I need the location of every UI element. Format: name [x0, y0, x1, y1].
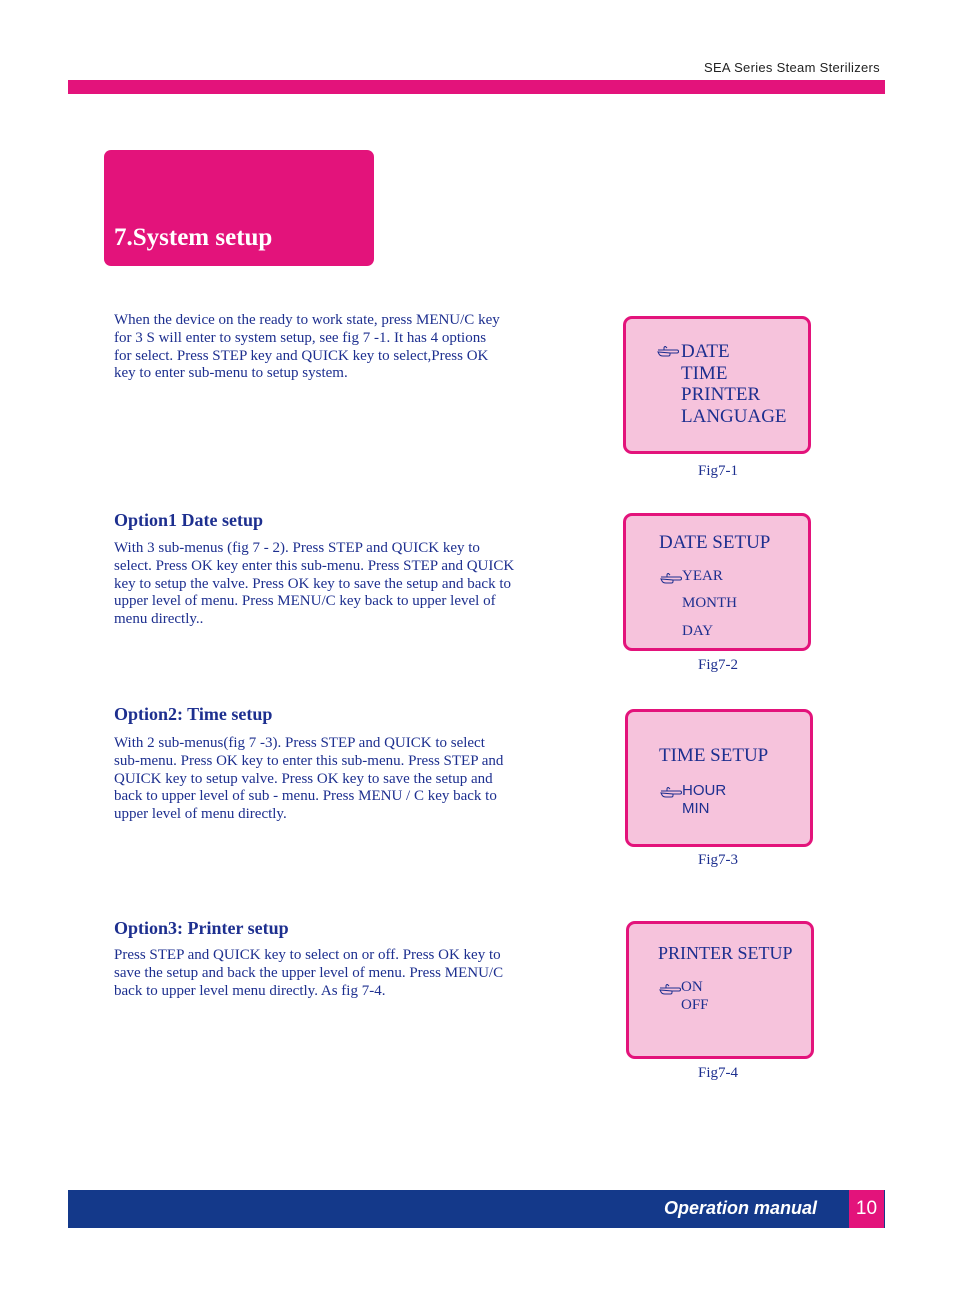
- submenu-item-month: MONTH: [682, 595, 737, 611]
- menu-item-printer: PRINTER: [681, 384, 761, 405]
- text-line: Press STEP and QUICK key to select on or off. Press OK key to: [114, 947, 501, 963]
- text-line: back to upper level of sub - menu. Press MENU / C key back to: [114, 788, 497, 805]
- footer-bar: [68, 1190, 885, 1228]
- menu-item-date: DATE: [681, 341, 730, 362]
- submenu-item-day: DAY: [682, 623, 714, 639]
- pointing-hand-icon: [660, 572, 682, 586]
- menu-item-language: LANGUAGE: [681, 406, 787, 427]
- header-bar: [68, 80, 885, 94]
- submenu-item-hour: HOUR: [682, 782, 727, 799]
- text-line: for select. Press STEP key and QUICK key to select,Press OK: [114, 347, 489, 364]
- page-number: 10: [849, 1190, 884, 1228]
- option1-paragraph: [114, 540, 546, 629]
- text-line: upper level of menu directly.: [114, 806, 287, 823]
- text-line: select. Press OK key enter this sub-menu. Press STEP and QUICK: [114, 557, 515, 574]
- text-line: sub-menu. Press OK key to enter this sub-menu. Press STEP and: [114, 752, 504, 769]
- text-line: save the setup and back the upper level of menu. Press MENU/C: [114, 964, 504, 981]
- text-line: With 2 sub-menus(fig 7 -3). Press STEP and QUICK to select: [114, 735, 485, 751]
- pointing-hand-icon: [660, 786, 682, 800]
- footer-label: Operation manual: [663, 1198, 817, 1218]
- fig1-caption: Fig7-1: [697, 463, 738, 479]
- intro-paragraph: [114, 312, 546, 383]
- menu-item-time: TIME: [681, 363, 728, 384]
- text-line: key to enter sub-menu to setup system.: [114, 365, 348, 382]
- fig2-caption: Fig7-2: [697, 657, 738, 673]
- submenu-item-off: OFF: [681, 997, 709, 1013]
- pointing-hand-icon: [657, 345, 679, 359]
- text-line: QUICK key to setup valve. Press OK key to save the setup and: [114, 770, 493, 787]
- document-title: SEA Series Steam Sterilizers: [703, 60, 880, 75]
- fig3-display: [625, 709, 813, 847]
- fig2-display: [623, 513, 811, 651]
- fig4-caption: Fig7-4: [697, 1065, 738, 1081]
- text-line: key to setup the valve. Press OK key to save the setup and back to: [114, 575, 511, 592]
- text-line: When the device on the ready to work state, press MENU/C key: [114, 312, 500, 328]
- text-line: menu directly..: [114, 611, 204, 628]
- section-title: 7.System setup: [114, 224, 273, 251]
- fig1-display: [623, 316, 811, 454]
- submenu-item-year: YEAR: [682, 568, 723, 584]
- fig2-title: DATE SETUP: [659, 532, 771, 553]
- submenu-item-on: ON: [681, 979, 703, 995]
- section-title-box: [104, 150, 374, 266]
- option3-paragraph: [114, 947, 546, 1000]
- option1-heading: Option1 Date setup: [114, 510, 264, 530]
- option3-heading: Option3: Printer setup: [114, 918, 289, 938]
- fig4-title: PRINTER SETUP: [658, 943, 793, 963]
- pointing-hand-icon: [659, 983, 681, 997]
- text-line: back to upper level menu directly. As fig 7-4.: [114, 982, 386, 999]
- submenu-item-min: MIN: [682, 800, 710, 817]
- option2-paragraph: [114, 735, 546, 824]
- text-line: for 3 S will enter to system setup, see fig 7 -1. It has 4 options: [114, 329, 487, 346]
- option2-heading: Option2: Time setup: [114, 704, 273, 724]
- fig3-title: TIME SETUP: [659, 745, 769, 766]
- fig3-caption: Fig7-3: [697, 852, 738, 868]
- text-line: upper level of menu. Press MENU/C key back to upper level of: [114, 593, 496, 610]
- text-line: With 3 sub-menus (fig 7 - 2). Press STEP and QUICK key to: [114, 540, 480, 556]
- fig4-display: [626, 921, 814, 1059]
